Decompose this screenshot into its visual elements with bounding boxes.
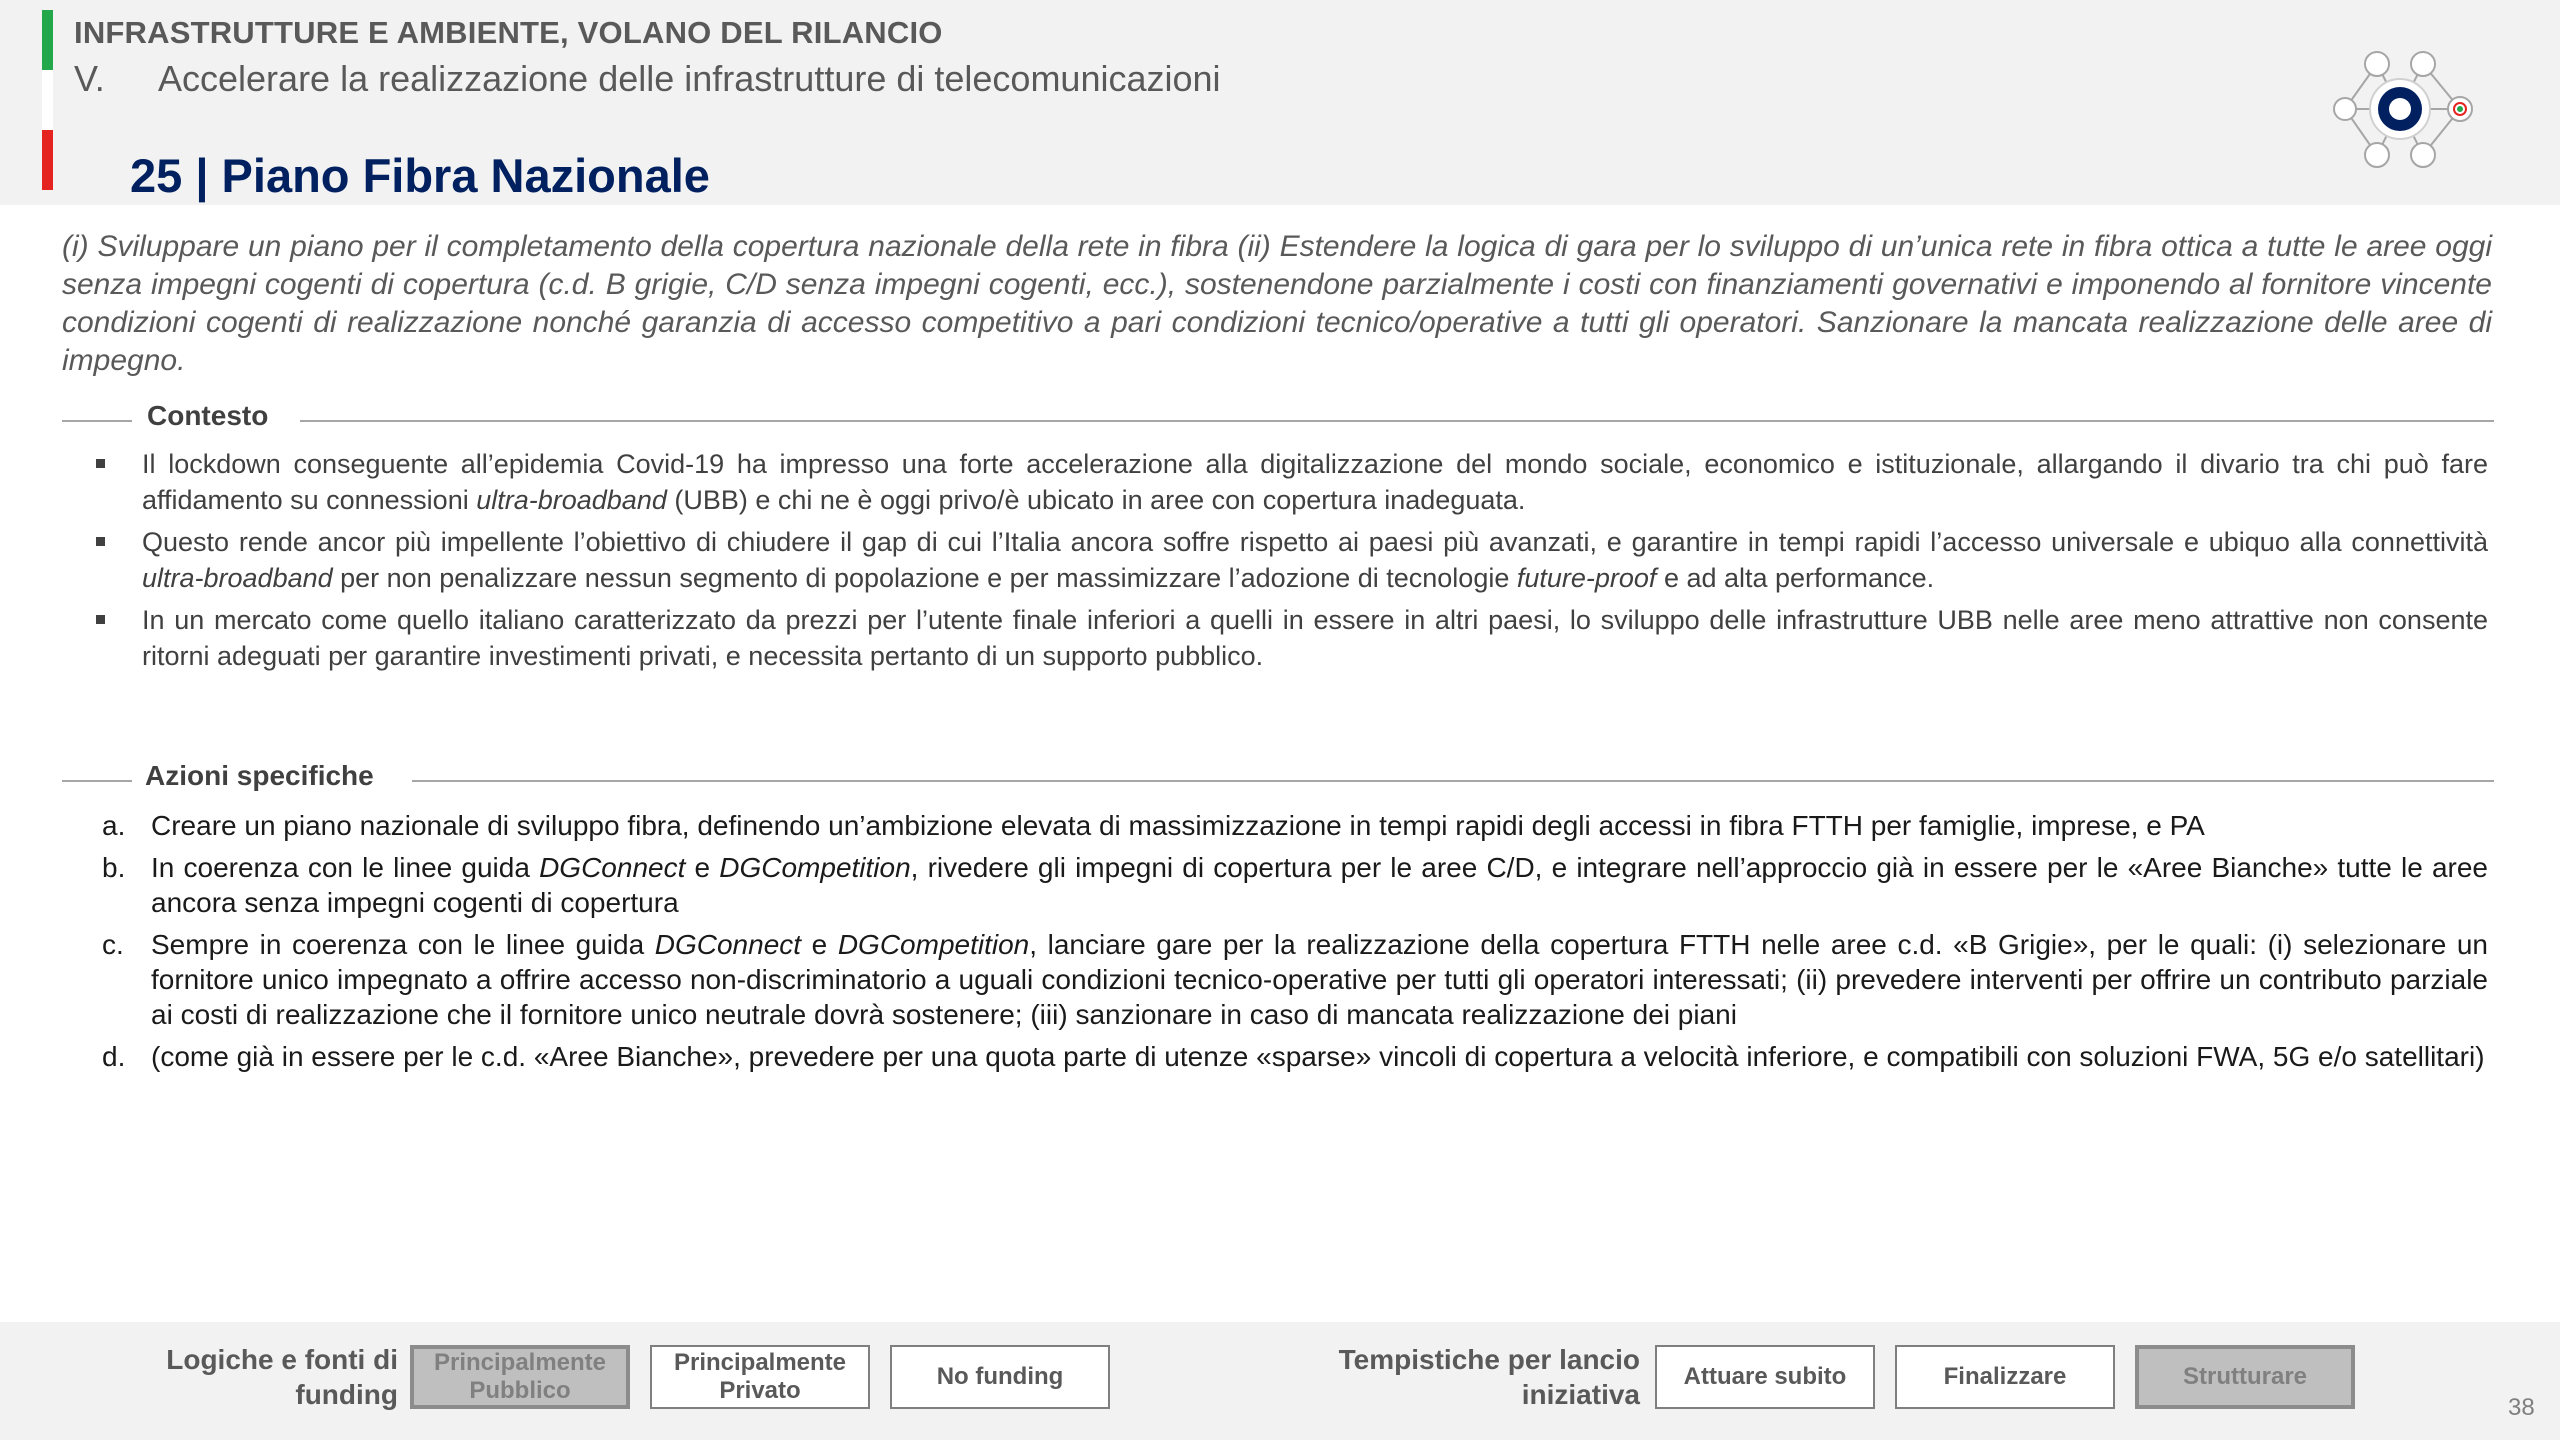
flag-red-stripe — [42, 130, 53, 190]
action-text-italic: DGConnect — [539, 852, 686, 883]
funding-option-privato[interactable] — [650, 1345, 870, 1409]
bullet-square-icon — [96, 537, 105, 546]
funding-option-pubblico[interactable] — [410, 1345, 630, 1409]
option-label-line-2: Pubblico — [469, 1377, 571, 1404]
action-text: Sempre in coerenza con le linee guida — [151, 929, 655, 960]
option-label-line-1: Principalmente — [673, 1349, 847, 1376]
bullet-text: per non penalizzare nessun segmento di popolazione e per massimizzare l’adozione di tecnologie — [332, 563, 1517, 593]
bullet-text: (UBB) e chi ne è oggi privo/è ubicato in aree con copertura inadeguata. — [666, 485, 1526, 515]
contesto-header — [62, 400, 2494, 440]
funding-label-line-1: Logiche e fonti di — [166, 1344, 398, 1375]
option-label-line-1: Principalmente — [433, 1349, 607, 1376]
sub-title-number: V. — [74, 58, 105, 99]
contesto-bullet-1 — [90, 446, 2488, 518]
section-title: INFRASTRUTTURE E AMBIENTE, VOLANO DEL RILANCIO — [74, 15, 943, 50]
action-text-italic: DGConnect — [654, 929, 802, 960]
flag-green-stripe — [42, 10, 53, 70]
azioni-list — [94, 808, 2488, 1081]
action-text: In coerenza con le linee guida — [151, 852, 540, 883]
list-marker: b. — [102, 852, 126, 883]
azione-item-c — [94, 927, 2488, 1032]
contesto-bullet-2 — [90, 524, 2488, 596]
sub-title-text: Accelerare la realizzazione delle infrastrutture di telecomunicazioni — [158, 58, 1221, 99]
timing-label — [1290, 1342, 1640, 1412]
intro-paragraph: (i) Sviluppare un piano per il completamento della copertura nazionale della rete in fibra (ii) Estendere la logica di gara per lo sviluppo di un’unica rete in fibra ottica a tutte le aree oggi senza impegni cogenti di copertura (c.d. B grigie, C/D senza impegni cogenti, ecc.), sostenendone parzialmente i costi con finanziamenti governativi e imponendo al fornitore vincente condizioni cogenti di realizzazione nonché garanzia di accesso competitivo a pari condizioni tecnico/operative a tutti gli operatori. Sanzionare la mancata realizzazione delle aree di impegno. — [62, 230, 2492, 377]
bullet-text-italic: ultra-broadband — [476, 485, 667, 515]
azioni-label: Azioni specifiche — [145, 760, 374, 791]
option-label: Finalizzare — [1943, 1363, 2067, 1390]
contesto-divider-left — [62, 420, 132, 422]
azione-item-d — [94, 1039, 2488, 1074]
timing-label-line-1: Tempistiche per lancio — [1338, 1344, 1640, 1375]
azione-item-b — [94, 850, 2488, 920]
bullet-square-icon — [96, 459, 105, 468]
list-marker: c. — [102, 929, 124, 960]
timing-option-attuare-subito[interactable] — [1655, 1345, 1875, 1409]
bullet-text-italic: ultra-broadband — [142, 563, 333, 593]
action-text: , lanciare gare per la realizzazione della copertura FTTH nelle aree c.d. «B Grigie», per le quali: (i) selezionare un fornitore unico impegnato a offrire accesso non-discriminatorio a uguali condizioni tecnico-operative per tutti gli operatori interessati; (ii) prevedere interventi per offrire un contributo parziale ai costi di realizzazione che il fornitore unico neutrale dovrà sostenere; (iii) sanzionare in caso di mancata realizzazione dei piani — [151, 929, 2489, 1030]
option-label: Attuare subito — [1683, 1363, 1847, 1390]
timing-option-strutturare[interactable] — [2135, 1345, 2355, 1409]
list-marker: a. — [102, 810, 126, 841]
funding-label — [120, 1342, 398, 1412]
azioni-divider-right — [412, 780, 2494, 782]
page-title: 25 | Piano Fibra Nazionale — [130, 149, 710, 202]
action-text-italic: DGCompetition — [719, 852, 911, 883]
bullet-text: In un mercato come quello italiano caratterizzato da prezzi per l’utente finale inferiori a quelli in essere in altri paesi, lo sviluppo delle infrastrutture UBB nelle aree meno attrattive non consente ritorni adeguati per garantire investimenti privati, e necessita pertanto di un supporto pubblico. — [142, 605, 2488, 671]
bullet-square-icon — [96, 615, 105, 624]
action-text-italic: DGCompetition — [837, 929, 1030, 960]
bullet-text: Questo rende ancor più impellente l’obiettivo di chiudere il gap di cui l’Italia ancora soffre rispetto ai paesi più avanzati, e garantire in tempi rapidi l’accesso universale e ubiquo alla connettività — [142, 527, 2488, 557]
page-number: 38 — [2508, 1394, 2535, 1421]
action-text: Creare un piano nazionale di sviluppo fibra, definendo un’ambizione elevata di massimizzazione in tempi rapidi degli accessi in fibra FTTH per famiglie, imprese, e PA — [151, 810, 2205, 841]
azioni-header — [62, 760, 2494, 800]
azione-item-a — [94, 808, 2488, 843]
contesto-label: Contesto — [147, 400, 269, 431]
contesto-divider-right — [300, 420, 2494, 422]
option-label-line-2: Privato — [719, 1377, 801, 1404]
timing-option-finalizzare[interactable] — [1895, 1345, 2115, 1409]
contesto-bullets — [90, 446, 2488, 680]
azioni-divider-left — [62, 780, 132, 782]
action-text: (come già in essere per le c.d. «Aree Bianche», prevedere per una quota parte di utenze «sparse» vincoli di copertura a velocità inferiore, e compatibili con soluzioni FWA, 5G e/o satellitari) — [151, 1041, 2485, 1072]
list-marker: d. — [102, 1041, 126, 1072]
option-label: No funding — [936, 1363, 1064, 1390]
action-text: e — [801, 929, 838, 960]
funding-option-no-funding[interactable] — [890, 1345, 1110, 1409]
option-label: Strutturare — [2182, 1363, 2308, 1390]
action-text: , rivedere gli impegni di copertura per le aree C/D, e integrare nell’approccio già in essere per le «Aree Bianche» tutte le aree ancora senza impegni cogenti di copertura — [151, 852, 2488, 918]
bullet-text: Il lockdown conseguente all’epidemia Covid-19 ha impresso una forte accelerazione alla digitalizzazione del mondo sociale, economico e istituzionale, allargando il divario tra chi può fare affidamento su connessioni — [142, 449, 2488, 515]
funding-label-line-2: funding — [295, 1379, 398, 1410]
action-text: e — [685, 852, 720, 883]
bullet-text-italic: future-proof — [1516, 563, 1657, 593]
bullet-text: e ad alta performance. — [1656, 563, 1935, 593]
timing-label-line-2: iniziativa — [1521, 1379, 1640, 1410]
flag-white-stripe — [42, 70, 53, 130]
contesto-bullet-3 — [90, 602, 2488, 674]
network-logo-icon — [2330, 45, 2480, 175]
sub-title — [74, 58, 1221, 100]
